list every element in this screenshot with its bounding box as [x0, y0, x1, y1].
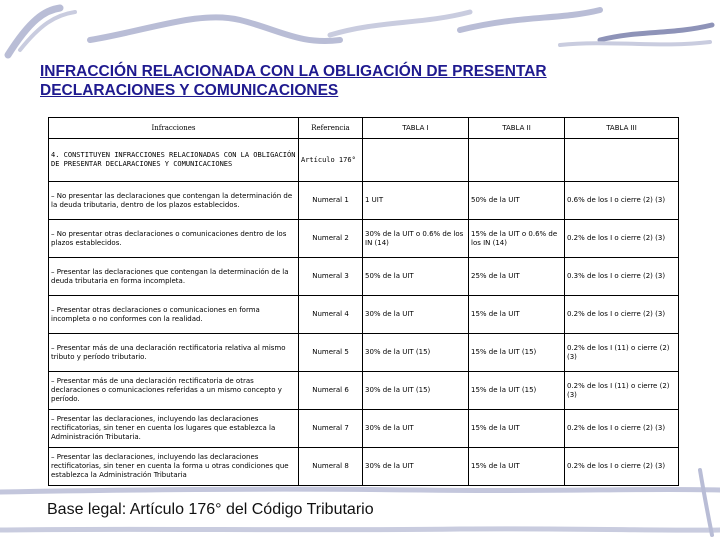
cell-infraccion: – Presentar las declaraciones, incluyendo las declaraciones rectificatorias, sin tener en cuenta la forma u otras condiciones que establezca la Administración Tributaria: [49, 448, 299, 486]
infractions-table: [48, 117, 679, 486]
section-ref: Artículo 176°: [299, 139, 363, 182]
cell-tabla-1: 30% de la UIT: [363, 296, 469, 334]
cell-tabla-1: 30% de la UIT: [363, 448, 469, 486]
table-row: [49, 410, 679, 448]
cell-tabla-3: 0.2% de los I o cierre (2) (3): [565, 448, 679, 486]
cell-infraccion: – Presentar las declaraciones que contengan la determinación de la deuda tributaria en forma incompleta.: [49, 258, 299, 296]
cell-referencia: Numeral 3: [299, 258, 363, 296]
cell-tabla-3: 0.2% de los I o cierre (2) (3): [565, 220, 679, 258]
cell-infraccion: – Presentar las declaraciones, incluyendo las declaraciones rectificatorias, sin tener en cuenta los lugares que establezca la Administración Tributaria.: [49, 410, 299, 448]
cell-tabla-2: 15% de la UIT (15): [469, 372, 565, 410]
table-row: [49, 296, 679, 334]
cell-referencia: Numeral 4: [299, 296, 363, 334]
table-row: [49, 334, 679, 372]
table-row: [49, 182, 679, 220]
cell-tabla-1: 50% de la UIT: [363, 258, 469, 296]
header-tabla-2: TABLA II: [469, 118, 565, 139]
cell-referencia: Numeral 1: [299, 182, 363, 220]
table-header-row: [49, 118, 679, 139]
cell-infraccion: – Presentar más de una declaración rectificatoria relativa al mismo tributo y período tributario.: [49, 334, 299, 372]
cell-tabla-1: 1 UIT: [363, 182, 469, 220]
table-row: [49, 448, 679, 486]
cell-tabla-1: 30% de la UIT: [363, 410, 469, 448]
cell-tabla-3: 0.2% de los I o cierre (2) (3): [565, 296, 679, 334]
cell-tabla-3: 0.3% de los I o cierre (2) (3): [565, 258, 679, 296]
cell-infraccion: – No presentar otras declaraciones o comunicaciones dentro de los plazos establecidos.: [49, 220, 299, 258]
cell-tabla-2: 15% de la UIT: [469, 410, 565, 448]
section-row: [49, 139, 679, 182]
table-row: [49, 372, 679, 410]
table-row: [49, 220, 679, 258]
cell-referencia: Numeral 2: [299, 220, 363, 258]
section-text: 4. CONSTITUYEN INFRACCIONES RELACIONADAS CON LA OBLIGACIÓN DE PRESENTAR DECLARACIONES Y COMUNICACIONES: [49, 139, 299, 182]
section-empty: [565, 139, 679, 182]
cell-referencia: Numeral 6: [299, 372, 363, 410]
header-referencia: Referencia: [299, 118, 363, 139]
cell-tabla-2: 15% de la UIT: [469, 448, 565, 486]
table-row: [49, 258, 679, 296]
cell-tabla-3: 0.2% de los I (11) o cierre (2)(3): [565, 334, 679, 372]
cell-tabla-2: 15% de la UIT: [469, 296, 565, 334]
cell-tabla-2: 15% de la UIT o 0.6% de los IN (14): [469, 220, 565, 258]
cell-tabla-3: 0.6% de los I o cierre (2) (3): [565, 182, 679, 220]
header-tabla-1: TABLA I: [363, 118, 469, 139]
cell-tabla-3: 0.2% de los I (11) o cierre (2)(3): [565, 372, 679, 410]
cell-infraccion: – Presentar más de una declaración rectificatoria de otras declaraciones o comunicaciones referidas a un mismo concepto y período.: [49, 372, 299, 410]
section-empty: [469, 139, 565, 182]
cell-referencia: Numeral 7: [299, 410, 363, 448]
cell-tabla-1: 30% de la UIT (15): [363, 372, 469, 410]
cell-infraccion: – Presentar otras declaraciones o comunicaciones en forma incompleta o no conformes con la realidad.: [49, 296, 299, 334]
cell-tabla-1: 30% de la UIT (15): [363, 334, 469, 372]
legal-basis-footer: Base legal: Artículo 176° del Código Tributario: [47, 501, 374, 518]
cell-referencia: Numeral 8: [299, 448, 363, 486]
cell-tabla-3: 0.2% de los I o cierre (2) (3): [565, 410, 679, 448]
cell-tabla-1: 30% de la UIT o 0.6% de los IN (14): [363, 220, 469, 258]
cell-tabla-2: 15% de la UIT (15): [469, 334, 565, 372]
cell-infraccion: – No presentar las declaraciones que contengan la determinación de la deuda tributaria, dentro de los plazos establecidos.: [49, 182, 299, 220]
cell-tabla-2: 25% de la UIT: [469, 258, 565, 296]
section-empty: [363, 139, 469, 182]
page-title: INFRACCIÓN RELACIONADA CON LA OBLIGACIÓN DE PRESENTAR DECLARACIONES Y COMUNICACIONES: [40, 63, 547, 99]
header-tabla-3: TABLA III: [565, 118, 679, 139]
cell-referencia: Numeral 5: [299, 334, 363, 372]
cell-tabla-2: 50% de la UIT: [469, 182, 565, 220]
header-infracciones: Infracciones: [49, 118, 299, 139]
